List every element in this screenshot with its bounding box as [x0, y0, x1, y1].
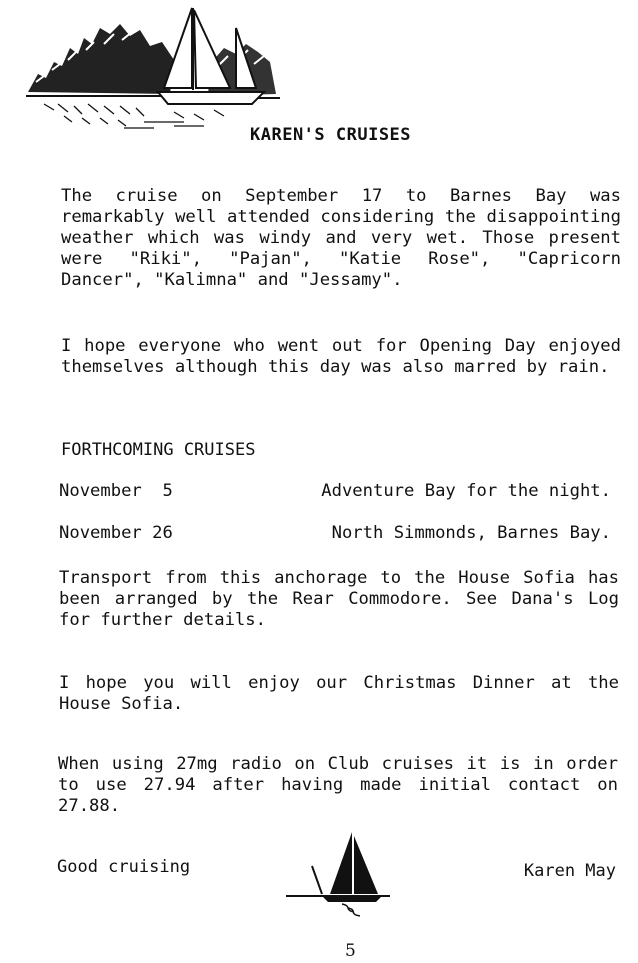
- forthcoming-heading: FORTHCOMING CRUISES: [61, 440, 256, 460]
- cruise-destination: Adventure Bay for the night.: [321, 481, 611, 501]
- signoff-name: Karen May: [523, 861, 616, 881]
- sailboat-islands-illustration: [24, 4, 284, 134]
- christmas-paragraph: I hope you will enjoy our Christmas Dinner at the House Sofia.: [59, 673, 619, 714]
- page-title: KAREN'S CRUISES: [250, 125, 412, 145]
- page-number: 5: [345, 941, 356, 961]
- radio-paragraph: When using 27mg radio on Club cruises it is in order to use 27.94 after having made initial contact on 27.88.: [58, 754, 618, 816]
- sailboat-silhouette-illustration: [282, 828, 392, 918]
- cruise-report-paragraph: The cruise on September 17 to Barnes Bay was remarkably well attended considering the disappointing weather which was windy and very wet. Those present were "Riki", "Pajan", "Katie Rose", "Capricorn Dancer", "Kalimna" and "Jessamy".: [61, 186, 621, 290]
- opening-day-paragraph: I hope everyone who went out for Opening Day enjoyed themselves although this day was also marred by rain.: [61, 336, 621, 377]
- transport-paragraph: Transport from this anchorage to the House Sofia has been arranged by the Rear Commodore. See Dana's Log for further details.: [59, 568, 619, 630]
- signoff-greeting: Good cruising: [57, 857, 191, 877]
- cruise-date: November 5: [59, 481, 173, 501]
- cruise-date: November 26: [59, 523, 173, 543]
- cruise-destination: North Simmonds, Barnes Bay.: [331, 523, 611, 543]
